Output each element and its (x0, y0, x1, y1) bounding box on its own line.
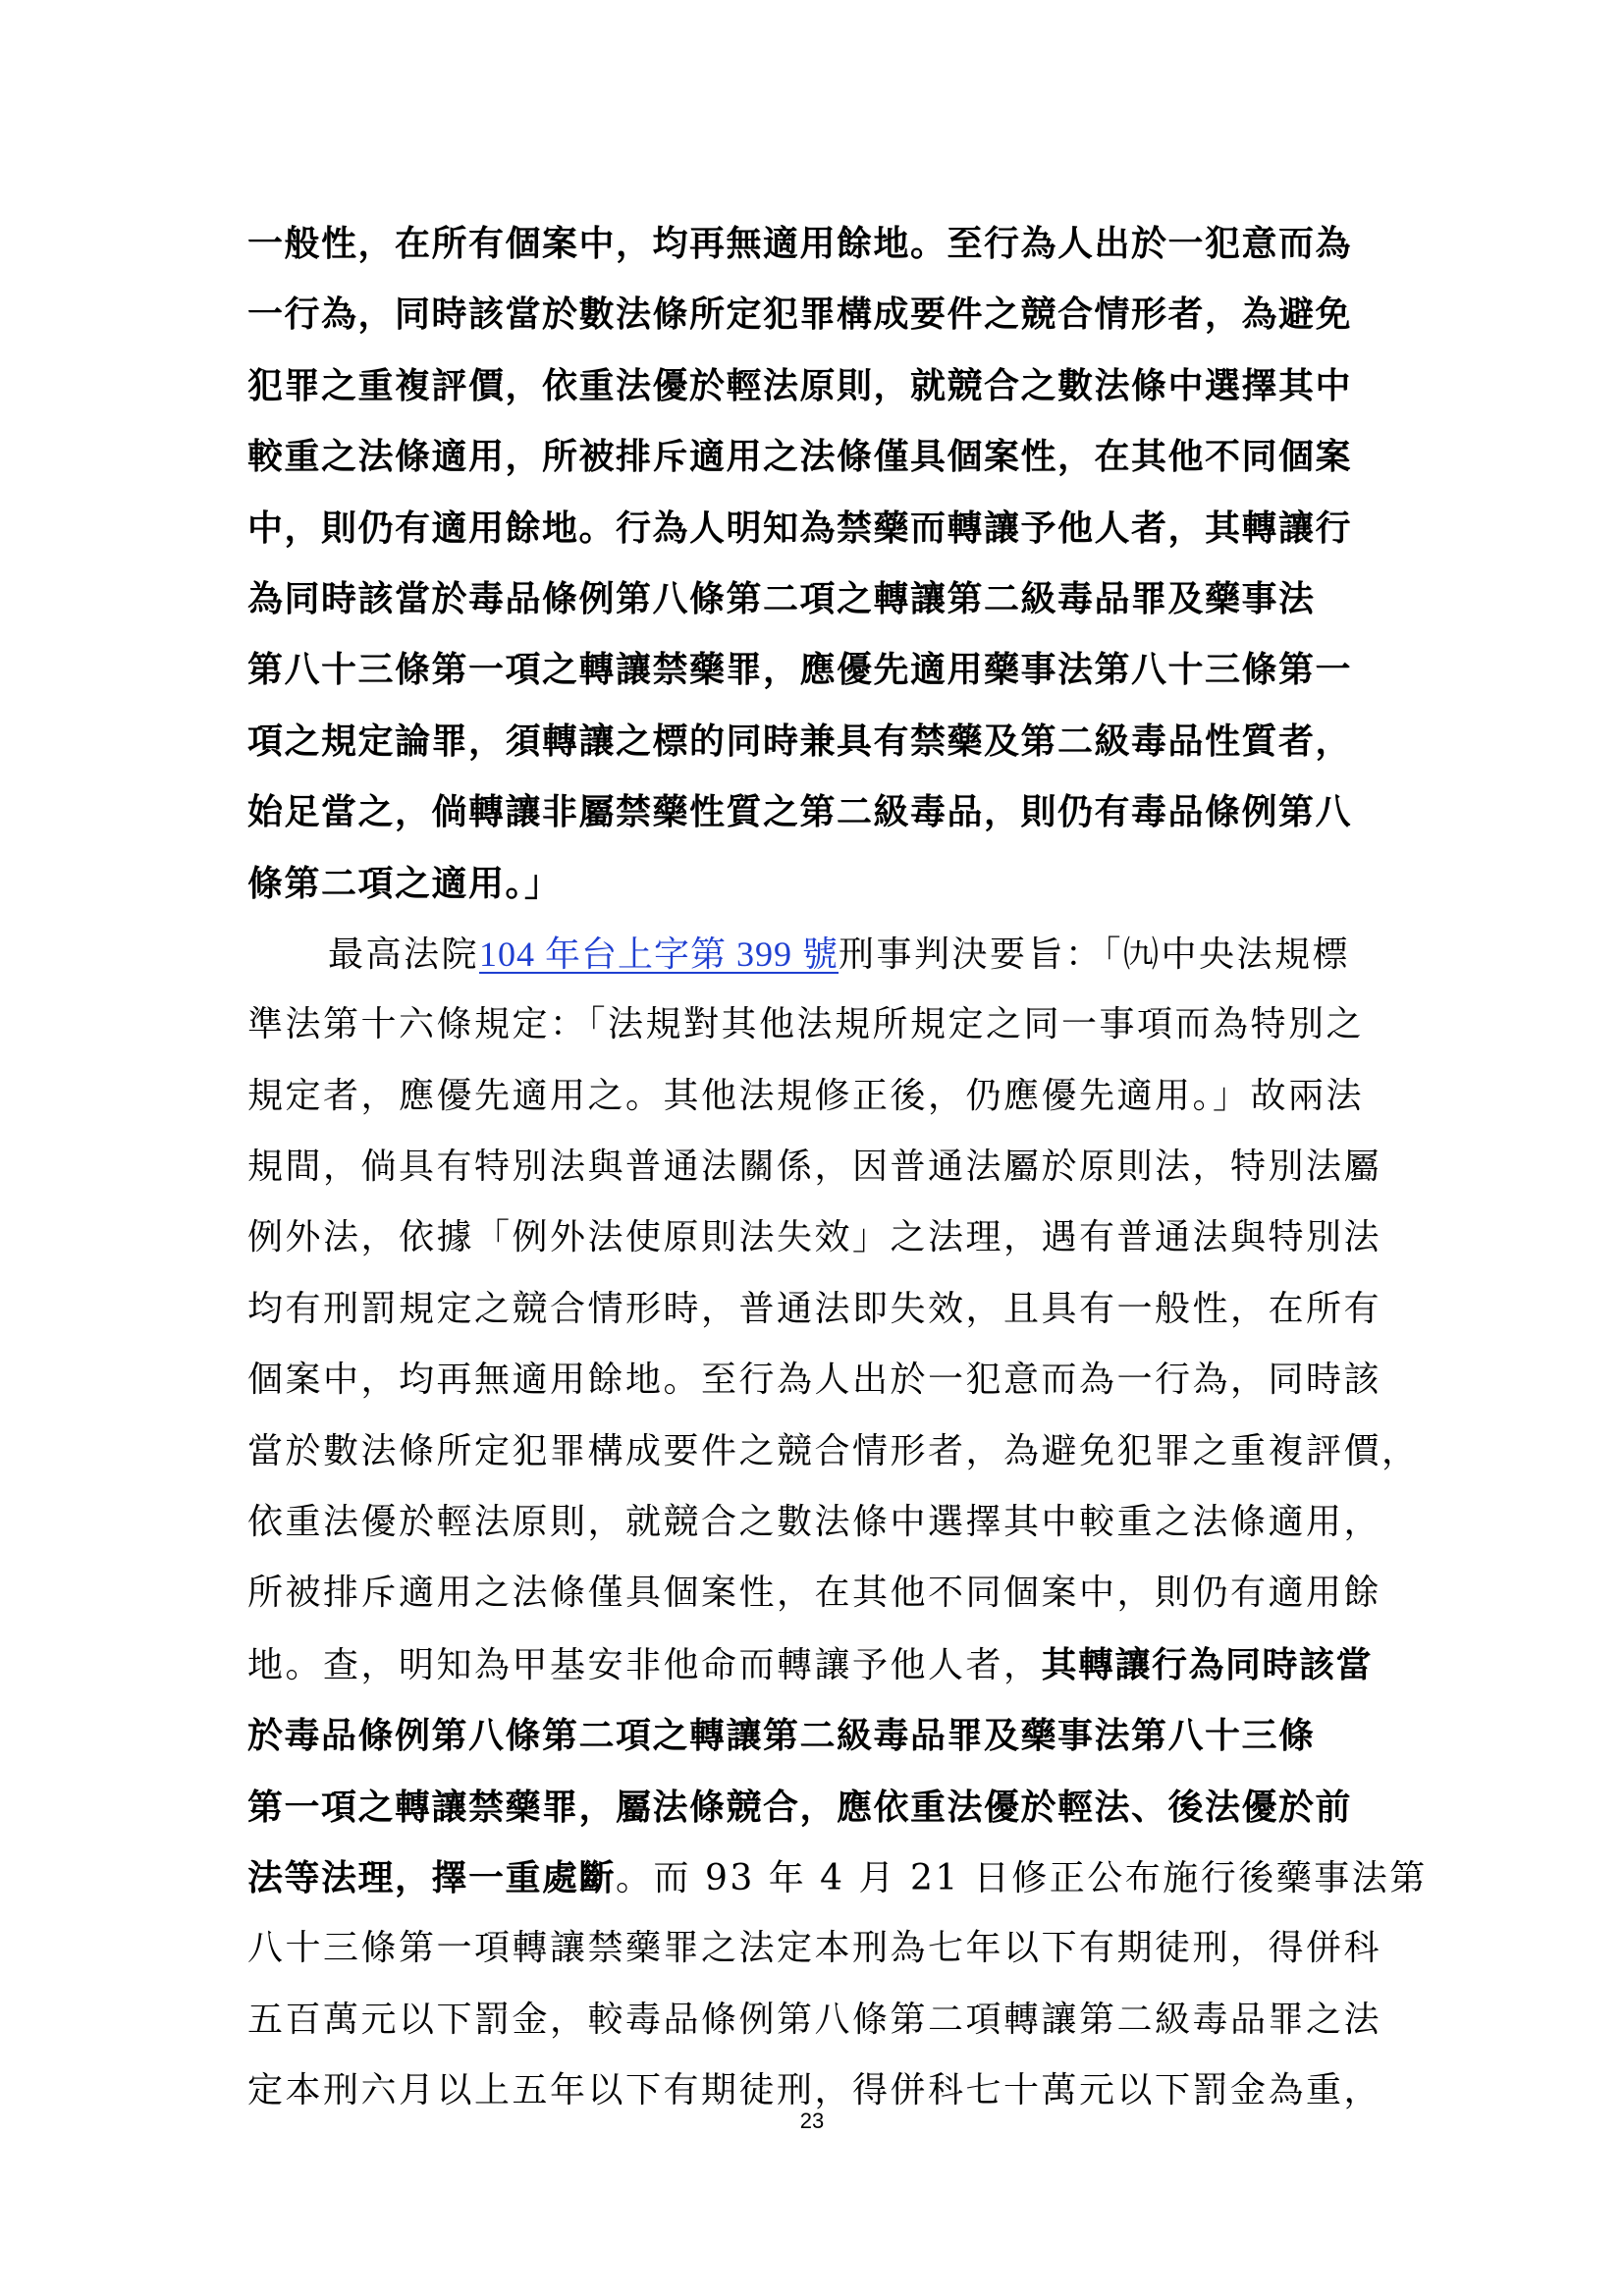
court-name: 最高法院 (328, 934, 480, 975)
text-line: 八十三條第一項轉讓禁藥罪之法定本刑為七年以下有期徒刑，得併科 (247, 1928, 1382, 1969)
text-line: 第一項之轉讓禁藥罪，屬法條競合，應依重法優於輕法、後法優於前 (247, 1786, 1353, 1828)
text-line: 條第二項之適用。」 (247, 862, 562, 904)
text-segment: 。而 93 年 4 月 21 日修正公布施行後藥事法第 (616, 1857, 1428, 1898)
text-line: 均有刑罰規定之競合情形時，普通法即失效，且具有一般性，在所有 (247, 1288, 1382, 1329)
text-line: 一般性，在所有個案中，均再無適用餘地。至行為人出於一犯意而為 (247, 223, 1353, 264)
text-line: 為同時該當於毒品條例第八條第二項之轉讓第二級毒品罪及藥事法 (247, 577, 1316, 619)
judgment-link[interactable]: 104 年台上字第 399 號 (479, 934, 839, 974)
text-line: 五百萬元以下罰金，較毒品條例第八條第二項轉讓第二級毒品罪之法 (247, 1999, 1382, 2040)
text-line: 定本刑六月以上五年以下有期徒刑，得併科七十萬元以下罰金為重， (247, 2070, 1382, 2111)
text-line: 第八十三條第一項之轉讓禁藥罪，應優先適用藥事法第八十三條第一 (247, 649, 1353, 691)
text-line: 一行為，同時該當於數法條所定犯罪構成要件之競合情形者，為避免 (247, 294, 1353, 336)
text-line: 規間，倘具有特別法與普通法關係，因普通法屬於原則法，特別法屬 (247, 1147, 1382, 1188)
emphasis-segment: 法等法理，擇一重處斷 (247, 1856, 617, 1898)
text-line (247, 1842, 1428, 1913)
court-ruling-paragraph (247, 919, 1428, 2127)
quoted-bold-paragraph (247, 208, 1392, 919)
text-line: 所被排斥適用之法條僅具個案性，在其他不同個案中，則仍有適用餘 (247, 1573, 1382, 1614)
text-line: 犯罪之重複評價，依重法優於輕法原則，就競合之數法條中選擇其中 (247, 364, 1353, 406)
text-line: 較重之法條適用，所被排斥適用之法條僅具個案性，在其他不同個案 (247, 436, 1353, 478)
text-line: 始足當之，倘轉讓非屬禁藥性質之第二級毒品，則仍有毒品條例第八 (247, 791, 1353, 833)
emphasis-segment: 其轉讓行為同時該當 (1041, 1643, 1374, 1685)
text-line: 當於數法條所定犯罪構成要件之競合情形者，為避免犯罪之重複評價， (247, 1430, 1420, 1471)
text-line: 規定者，應優先適用之。其他法規修正後，仍應優先適用。」故兩法 (247, 1075, 1365, 1116)
text-line: 個案中，均再無適用餘地。至行為人出於一犯意而為一行為，同時該 (247, 1360, 1382, 1401)
text-line: 依重法優於輕法原則，就競合之數法條中選擇其中較重之法條適用， (247, 1502, 1382, 1543)
text-line (247, 1629, 1392, 1700)
text-line: 於毒品條例第八條第二項之轉讓第二級毒品罪及藥事法第八十三條 (247, 1715, 1316, 1757)
ruling-intro: 刑事判決要旨：「㈨中央法規標 (839, 934, 1351, 975)
document-body (247, 208, 1428, 2127)
text-line: 例外法，依據「例外法使原則法失效」之法理，遇有普通法與特別法 (247, 1217, 1382, 1258)
text-line (247, 919, 1392, 989)
text-segment: 地。查，明知為甲基安非他命而轉讓予他人者， (247, 1644, 1042, 1685)
text-line: 中，則仍有適用餘地。行為人明知為禁藥而轉讓予他人者，其轉讓行 (247, 507, 1353, 549)
page-number: 23 (799, 2109, 825, 2133)
text-line: 項之規定論罪，須轉讓之標的同時兼具有禁藥及第二級毒品性質者， (247, 720, 1353, 762)
text-line: 準法第十六條規定：「法規對其他法規所規定之同一事項而為特別之 (247, 1004, 1365, 1045)
